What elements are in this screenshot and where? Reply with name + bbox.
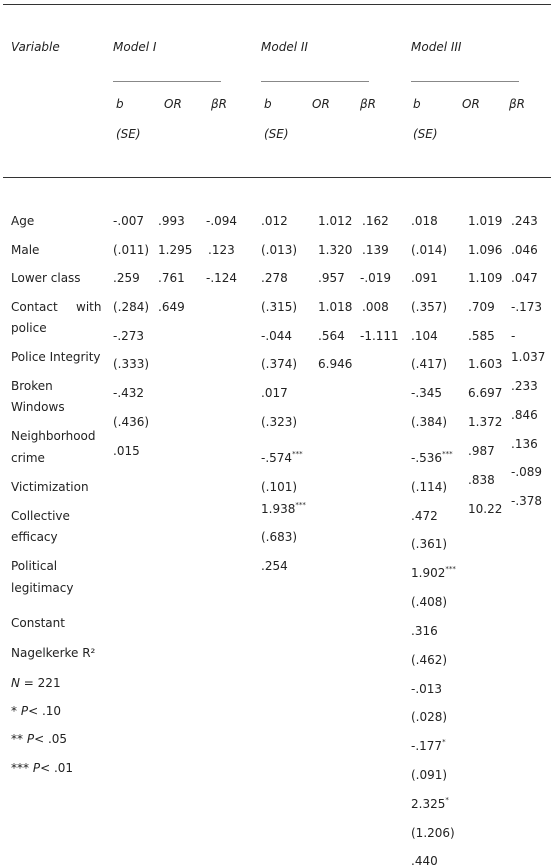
model-3-b-value: -.177	[411, 739, 443, 753]
model-1-b-cell: .015	[113, 444, 140, 458]
model-2-br-cell: .139	[362, 243, 389, 257]
model-2-br-cell: -.019	[360, 271, 392, 285]
model-1-or-header: OR	[164, 97, 182, 111]
row-label-contact-part1: Contact	[11, 300, 58, 314]
model-3-or-cell: .838	[468, 473, 495, 487]
model-3-header: Model III	[411, 40, 462, 54]
model-2-br-cell: .162	[362, 214, 389, 228]
row-label-neighborhood-crime-2: crime	[11, 451, 45, 465]
model-1-br-cell: -.124	[206, 271, 238, 285]
significance-stars: ***	[292, 450, 303, 458]
sample-size	[11, 676, 61, 690]
model-1-or-cell: .993	[158, 214, 185, 228]
model-1-b-cell: (.284)	[113, 300, 150, 314]
model-2-underline	[261, 81, 369, 82]
model-3-b-cell: (.408)	[411, 595, 448, 609]
model-3-b-cell: (.028)	[411, 710, 448, 724]
model-3-b-cell-starred	[411, 797, 449, 811]
row-label-constant: Constant	[11, 616, 65, 630]
model-1-header: Model I	[113, 40, 157, 54]
model-3-underline	[411, 81, 519, 82]
model-2-b-cell-starred	[261, 451, 303, 465]
model-3-br-cell: .136	[511, 437, 538, 451]
significance-stars: *	[445, 796, 449, 804]
model-1-b-cell: .259	[113, 271, 140, 285]
model-3-br-cell: -.089	[511, 465, 543, 479]
model-2-b-cell: .278	[261, 271, 288, 285]
row-label-broken-windows-1: Broken	[11, 379, 53, 393]
model-2-b-header: b	[264, 97, 272, 111]
model-3-or-header: OR	[462, 97, 480, 111]
row-label-contact-part2: with	[76, 300, 102, 314]
note-stars: **	[11, 732, 27, 746]
model-2-b-cell: (.101)	[261, 480, 298, 494]
model-2-br-cell: -1.111	[360, 329, 399, 343]
model-3-br-cell: .047	[511, 271, 538, 285]
model-3-b-cell-starred	[411, 739, 446, 753]
significance-stars: ***	[442, 450, 453, 458]
model-2-or-header: OR	[312, 97, 330, 111]
note-p: P	[26, 732, 35, 746]
model-1-b-cell: (.436)	[113, 415, 150, 429]
model-3-b-cell: .104	[411, 329, 438, 343]
significance-stars: ***	[445, 565, 456, 573]
model-3-or-cell: 1.109	[468, 271, 503, 285]
model-3-b-cell: (.357)	[411, 300, 448, 314]
model-2-or-cell: 1.018	[318, 300, 353, 314]
model-3-or-cell: 1.603	[468, 357, 503, 371]
model-3-b-value: -.536	[411, 451, 443, 465]
model-2-or-cell: .957	[318, 271, 345, 285]
model-3-b-header: b	[413, 97, 421, 111]
model-3-b-cell: -.013	[411, 682, 443, 696]
row-label-nagelkerke: Nagelkerke R²	[11, 646, 96, 660]
model-3-br-cell: .243	[511, 214, 538, 228]
model-2-b-value: 1.938	[261, 502, 296, 516]
model-1-b-cell: -.007	[113, 214, 145, 228]
significance-stars: ***	[295, 501, 306, 509]
model-1-or-cell: 1.295	[158, 243, 193, 257]
model-3-b-cell: .316	[411, 624, 438, 638]
model-1-br-header: βR	[211, 97, 227, 111]
note-stars: ***	[11, 761, 33, 775]
sample-size-value: = 221	[19, 676, 61, 690]
row-label-lower-class: Lower class	[11, 271, 81, 285]
note-significance-01	[11, 761, 73, 775]
model-2-b-cell: (.323)	[261, 415, 298, 429]
model-3-b-cell: (.014)	[411, 243, 448, 257]
column-header-variable: Variable	[11, 40, 60, 54]
table-top-rule	[3, 4, 551, 5]
model-3-or-cell: 1.372	[468, 415, 503, 429]
model-2-b-cell-starred	[261, 502, 306, 516]
model-1-or-cell: .761	[158, 271, 185, 285]
model-2-b-cell: (.013)	[261, 243, 298, 257]
model-3-b-cell: (.361)	[411, 537, 448, 551]
model-2-b-cell: .254	[261, 559, 288, 573]
model-3-br-cell: -.378	[511, 494, 543, 508]
model-2-b-cell: (.315)	[261, 300, 298, 314]
sample-size-label: N	[11, 676, 20, 690]
row-label-political-legitimacy-2: legitimacy	[11, 581, 74, 595]
model-3-b-cell: .440	[411, 854, 438, 868]
model-1-b-cell: (.011)	[113, 243, 150, 257]
model-2-b-cell: (.374)	[261, 357, 298, 371]
model-2-or-cell: 6.946	[318, 357, 353, 371]
model-3-br-cell: -	[511, 329, 516, 343]
model-3-or-cell: 1.019	[468, 214, 503, 228]
model-3-b-value: 1.902	[411, 566, 446, 580]
header-bottom-rule	[3, 177, 551, 178]
model-3-b-cell: .018	[411, 214, 438, 228]
model-2-b-cell: .012	[261, 214, 288, 228]
model-3-b-cell: (.114)	[411, 480, 448, 494]
row-label-age: Age	[11, 214, 35, 228]
model-3-br-cell: .846	[511, 408, 538, 422]
model-3-br-header: βR	[509, 97, 525, 111]
note-threshold: < .05	[34, 732, 68, 746]
model-2-b-cell: (.683)	[261, 530, 298, 544]
model-2-b-value: -.574	[261, 451, 293, 465]
row-label-contact-part3: police	[11, 321, 47, 335]
model-1-br-cell: -.094	[206, 214, 238, 228]
model-3-b-cell-starred	[411, 566, 456, 580]
model-3-b-cell: (.417)	[411, 357, 448, 371]
row-label-collective-efficacy-2: efficacy	[11, 530, 58, 544]
model-1-b-header: b	[116, 97, 124, 111]
model-3-b-cell: (1.206)	[411, 826, 455, 840]
model-1-underline	[113, 81, 221, 82]
row-label-police-integrity: Police Integrity	[11, 350, 101, 364]
model-3-br-cell: -.173	[511, 300, 543, 314]
model-3-br-cell: 1.037	[511, 350, 546, 364]
model-3-or-cell: 1.096	[468, 243, 503, 257]
model-1-br-cell: .123	[208, 243, 235, 257]
row-label-male: Male	[11, 243, 40, 257]
model-3-or-cell: 6.697	[468, 386, 503, 400]
row-label-neighborhood-crime-1: Neighborhood	[11, 429, 96, 443]
model-3-b-cell-starred	[411, 451, 453, 465]
model-3-b-cell: (.091)	[411, 768, 448, 782]
model-2-header: Model II	[261, 40, 308, 54]
model-3-b-value: 2.325	[411, 797, 446, 811]
model-2-b-cell: .017	[261, 386, 288, 400]
model-3-b-cell: .472	[411, 509, 438, 523]
model-2-se-header: (SE)	[264, 127, 289, 141]
model-1-b-cell: -.432	[113, 386, 145, 400]
row-label-collective-efficacy-1: Collective	[11, 509, 70, 523]
note-threshold: < .10	[28, 704, 62, 718]
model-1-or-cell: .649	[158, 300, 185, 314]
row-label-broken-windows-2: Windows	[11, 400, 65, 414]
model-3-b-cell: -.345	[411, 386, 443, 400]
model-3-or-cell: .987	[468, 444, 495, 458]
model-3-se-header: (SE)	[413, 127, 438, 141]
model-2-br-cell: .008	[362, 300, 389, 314]
model-3-b-cell: .091	[411, 271, 438, 285]
model-2-or-cell: 1.012	[318, 214, 353, 228]
model-3-br-cell: .046	[511, 243, 538, 257]
model-3-or-cell: .585	[468, 329, 495, 343]
model-2-or-cell: .564	[318, 329, 345, 343]
note-threshold: < .01	[40, 761, 74, 775]
model-2-br-header: βR	[360, 97, 376, 111]
model-1-b-cell: -.273	[113, 329, 145, 343]
note-p: P	[32, 761, 41, 775]
model-1-se-header: (SE)	[116, 127, 141, 141]
note-significance-05	[11, 732, 67, 746]
model-3-or-cell: .709	[468, 300, 495, 314]
model-2-or-cell: 1.320	[318, 243, 353, 257]
row-label-political-legitimacy-1: Political	[11, 559, 58, 573]
model-3-or-cell: 10.22	[468, 502, 503, 516]
row-label-victimization: Victimization	[11, 480, 89, 494]
model-2-b-cell: -.044	[261, 329, 293, 343]
model-3-b-cell: (.384)	[411, 415, 448, 429]
note-significance-10	[11, 704, 61, 718]
model-1-b-cell: (.333)	[113, 357, 150, 371]
note-stars: *	[11, 704, 21, 718]
note-p: P	[20, 704, 29, 718]
model-3-b-cell: (.462)	[411, 653, 448, 667]
model-3-br-cell: .233	[511, 379, 538, 393]
significance-stars: *	[442, 738, 446, 746]
